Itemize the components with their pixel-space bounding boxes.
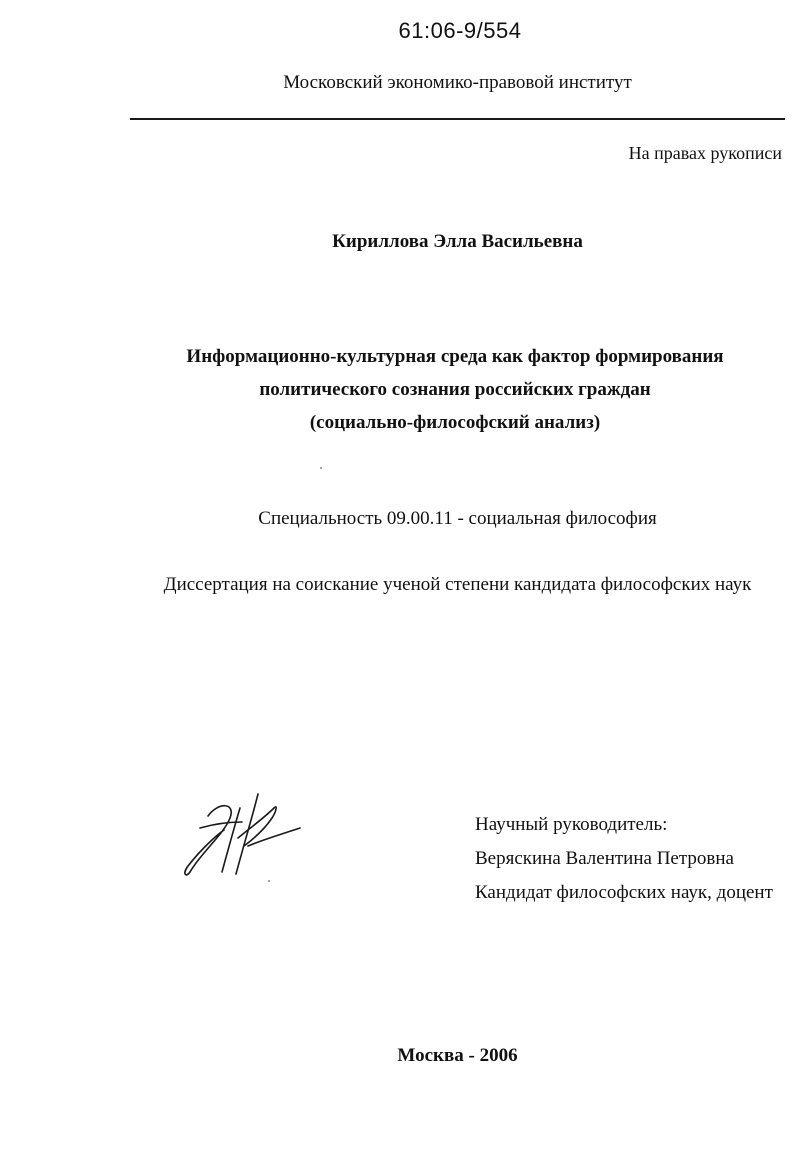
title-line-2: политического сознания российских граждан (259, 379, 651, 400)
city-and-year: Москва - 2006 (397, 1045, 518, 1066)
scan-speck (320, 467, 322, 469)
institute-name: Московский экономико-правовой институт (283, 72, 632, 93)
supervisor-name: Веряскина Валентина Петровна (475, 848, 734, 869)
title-line-3: (социально-философский анализ) (309, 412, 601, 433)
scan-speck (268, 880, 270, 882)
specialty-line: Специальность 09.00.11 - социальная философия (258, 508, 657, 529)
supervisor-block (475, 808, 773, 910)
supervisor-label: Научный руководитель: (475, 814, 668, 835)
title-line-1: Информационно-культурная среда как фактор формирования (186, 346, 724, 367)
header-divider (130, 118, 785, 120)
manuscript-rights-note: На правах рукописи (628, 143, 782, 163)
dissertation-title (0, 340, 800, 439)
author-signature (178, 788, 308, 880)
supervisor-degree: Кандидат философских наук, доцент (475, 882, 773, 903)
archive-stamp-number: 61:06-9/554 (398, 18, 522, 43)
author-name: Кириллова Элла Васильевна (332, 231, 583, 252)
degree-statement: Диссертация на соискание ученой степени кандидата философских наук (163, 574, 752, 595)
